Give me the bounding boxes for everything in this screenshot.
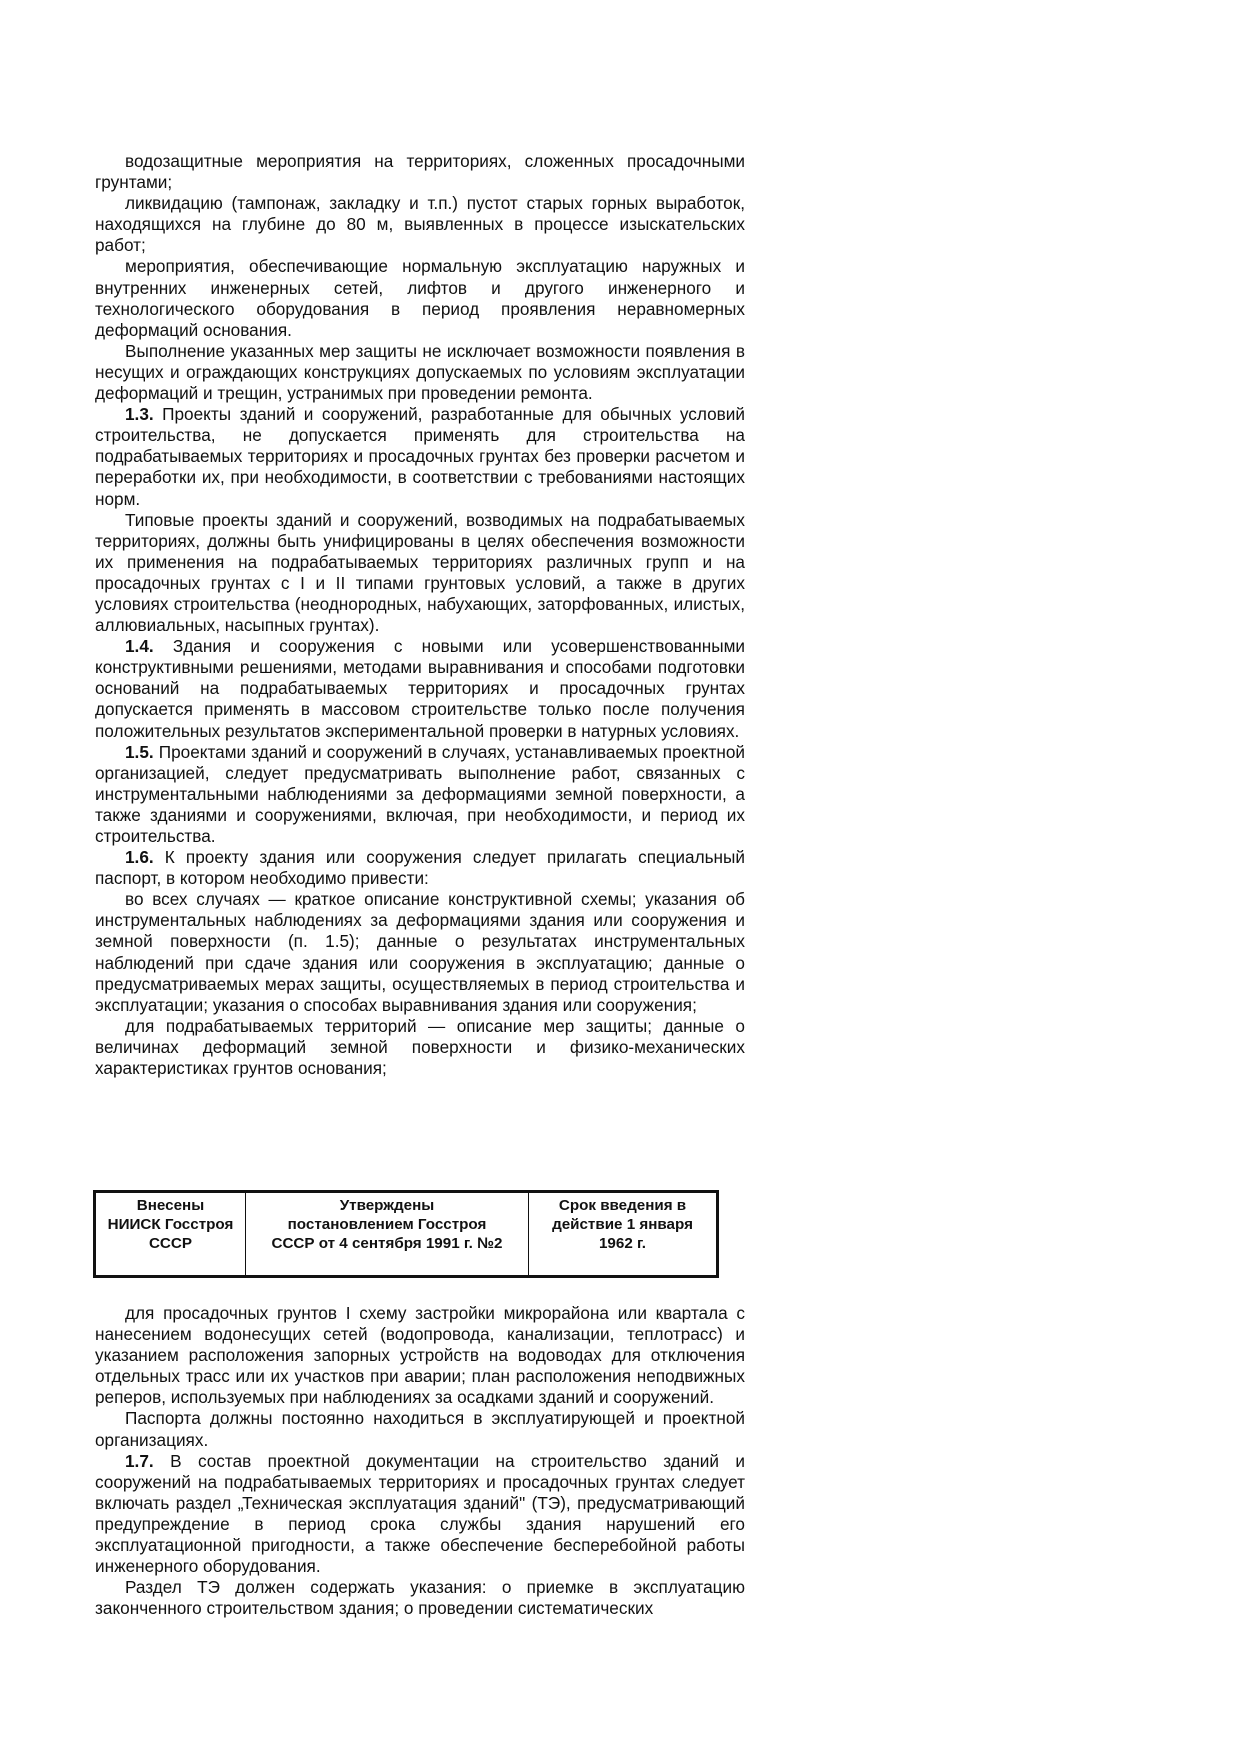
approved-by-cell: Утверждены постановлением Госстроя СССР от 4 сентября 1991 г. №2: [246, 1192, 529, 1277]
paragraph: Типовые проекты зданий и сооружений, возводимых на подрабатываемых территориях, должны быть унифицированы в целях обеспечения возможности их применения на подрабатываемых территориях различных групп и на просадочных грунтах с I и II типами грунтовых условий, а также в других условиях строительства (неоднородных, набухающих, заторфованных, илистых, аллювиальных, насыпных грунтах).: [95, 509, 745, 636]
text-column-bottom: [95, 1303, 745, 1619]
paragraph: для просадочных грунтов I схему застройки микрорайона или квартала с нанесением водонесущих сетей (водопровода, канализации, теплотрасс) и указанием расположения запорных устройств на водоводах для отключения отдельных трасс или их участков при аварии; план расположения неподвижных реперов, используемых при наблюдениях за осадками зданий и сооружений.: [95, 1303, 745, 1408]
clause-number: 1.5.: [125, 741, 154, 762]
paragraph: Паспорта должны постоянно находиться в эксплуатирующей и проектной организациях.: [95, 1408, 745, 1450]
paragraph: ликвидацию (тампонаж, закладку и т.п.) пустот старых горных выработок, находящихся на глубине до 80 м, выявленных в процессе изыскательских работ;: [95, 193, 745, 256]
clause-1-4: 1.4. Здания и сооружения с новыми или усовершенствованными конструктивными решениями, методами выравнивания и способами подготовки оснований на подрабатываемых территориях и просадочных грунтах допускается применять в массовом строительстве только после получения положительных результатов экспериментальной проверки в натурных условиях.: [95, 636, 746, 741]
approval-info-table: [93, 1190, 719, 1278]
submitted-by-cell: Внесены НИИСК Госстроя СССР: [95, 1192, 246, 1277]
clause-1-6: 1.6. К проекту здания или сооружения следует прилагать специальный паспорт, в котором необходимо привести:: [95, 847, 746, 889]
clause-number: 1.7.: [125, 1450, 154, 1471]
clause-number: 1.3.: [125, 404, 154, 425]
paragraph: для подрабатываемых территорий — описание мер защиты; данные о величинах деформаций земной поверхности и физико-механических характеристиках грунтов основания;: [95, 1015, 745, 1079]
paragraph: водозащитные мероприятия на территориях, сложенных просадочными грунтами;: [95, 151, 745, 193]
clause-number: 1.4.: [125, 636, 154, 657]
table-row: [95, 1192, 718, 1277]
paragraph: мероприятия, обеспечивающие нормальную эксплуатацию наружных и внутренних инженерных сетей, лифтов и другого инженерного и технологического оборудования в период проявления неравномерных деформаций основания.: [95, 256, 745, 340]
clause-1-5: 1.5. Проектами зданий и сооружений в случаях, устанавливаемых проектной организацией, следует предусматривать выполнение работ, связанных с инструментальными наблюдениями за деформациями земной поверхности, а также зданиями и сооружениями, включая, при необходимости, и период их строительства.: [95, 741, 745, 846]
clause-number: 1.6.: [125, 847, 154, 868]
text-column-top: [95, 151, 745, 1079]
effective-date-cell: Срок введения в действие 1 января 1962 г.: [529, 1192, 718, 1277]
paragraph: Выполнение указанных мер защиты не исключает возможности появления в несущих и ограждающих конструкциях допускаемых по условиям эксплуатации деформаций и трещин, устранимых при проведении ремонта.: [95, 340, 745, 404]
paragraph: во всех случаях — краткое описание конструктивной схемы; указания об инструментальных наблюдениях за деформациями здания или сооружения и земной поверхности (п. 1.5); данные о результатах инструментальных наблюдений при сдаче здания или сооружения в эксплуатацию; данные о предусматриваемых мерах защиты, осуществляемых в период строительства и эксплуатации; указания о способах выравнивания здания или сооружения;: [95, 889, 745, 1015]
paragraph: Раздел ТЭ должен содержать указания: о приемке в эксплуатацию законченного строительством здания; о проведении систематических: [95, 1577, 745, 1619]
clause-1-3: 1.3. Проекты зданий и сооружений, разработанные для обычных условий строительства, не допускается применять для строительства на подрабатываемых территориях и просадочных грунтах без проверки расчетом и переработки их, при необходимости, в соответствии с требованиями настоящих норм.: [95, 404, 745, 509]
clause-1-7: 1.7. В состав проектной документации на строительство зданий и сооружений на подрабатываемых территориях и просадочных грунтах следует включать раздел „Техническая эксплуатация зданий" (ТЭ), предусматривающий предупреждение в период срока службы здания нарушений его эксплуатационной пригодности, а также обеспечение бесперебойной работы инженерного оборудования.: [95, 1450, 745, 1577]
